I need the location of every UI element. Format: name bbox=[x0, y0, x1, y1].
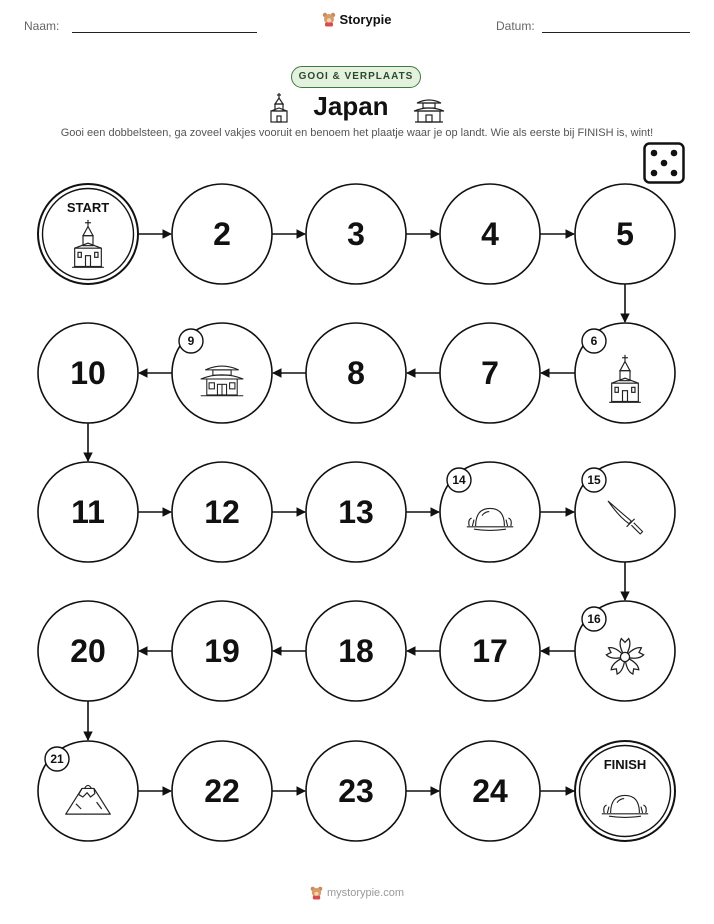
board-space-17 bbox=[440, 601, 540, 701]
space-number: 23 bbox=[338, 773, 374, 809]
space-number-badge: 16 bbox=[587, 612, 601, 626]
board-space-1 bbox=[38, 184, 138, 284]
board-space-23 bbox=[306, 741, 406, 841]
space-number: 22 bbox=[204, 773, 240, 809]
space-number-badge: 21 bbox=[50, 752, 64, 766]
game-type-badge: GOOI & VERPLAATS bbox=[291, 66, 421, 88]
finish-label: FINISH bbox=[603, 757, 647, 772]
board-space-8 bbox=[306, 323, 406, 423]
bear-icon bbox=[310, 886, 323, 900]
brand-name: Storypie bbox=[339, 12, 392, 27]
date-label: Datum: bbox=[496, 19, 535, 33]
space-number: 17 bbox=[472, 633, 508, 669]
board-space-12 bbox=[172, 462, 272, 562]
space-number: 19 bbox=[204, 633, 240, 669]
footer-url: mystorypie.com bbox=[326, 887, 405, 899]
space-number: 7 bbox=[481, 355, 499, 391]
space-number: 4 bbox=[481, 216, 499, 252]
title-text: Japan bbox=[313, 91, 389, 121]
space-number: 13 bbox=[338, 494, 374, 530]
space-number: 5 bbox=[616, 216, 634, 252]
space-number: 11 bbox=[71, 494, 105, 530]
space-number: 2 bbox=[213, 216, 231, 252]
board-space-3 bbox=[306, 184, 406, 284]
start-label: START bbox=[66, 200, 110, 215]
space-number: 20 bbox=[70, 633, 106, 669]
board-space-9 bbox=[172, 323, 272, 423]
space-number: 3 bbox=[347, 216, 365, 252]
board-space-24 bbox=[440, 741, 540, 841]
footer bbox=[0, 886, 714, 905]
board-space-22 bbox=[172, 741, 272, 841]
board-space-25 bbox=[575, 741, 675, 841]
space-number: 12 bbox=[204, 494, 240, 530]
board-spaces bbox=[38, 184, 675, 841]
board-space-19 bbox=[172, 601, 272, 701]
board-space-18 bbox=[306, 601, 406, 701]
board-space-7 bbox=[440, 323, 540, 423]
space-number-badge: 9 bbox=[187, 334, 195, 348]
space-number-badge: 14 bbox=[452, 473, 466, 487]
board-space-21 bbox=[38, 741, 138, 841]
board-space-16 bbox=[575, 601, 675, 701]
space-number: 24 bbox=[472, 773, 508, 809]
board-space-4 bbox=[440, 184, 540, 284]
name-label: Naam: bbox=[24, 19, 60, 33]
board-space-14 bbox=[440, 462, 540, 562]
board-space-6 bbox=[575, 323, 675, 423]
board-space-15 bbox=[575, 462, 675, 562]
board-space-10 bbox=[38, 323, 138, 423]
space-number-badge: 6 bbox=[590, 334, 598, 348]
board-space-5 bbox=[575, 184, 675, 284]
board-space-13 bbox=[306, 462, 406, 562]
board-space-20 bbox=[38, 601, 138, 701]
space-number: 8 bbox=[347, 355, 365, 391]
space-number: 18 bbox=[338, 633, 374, 669]
board-space-11 bbox=[38, 462, 138, 562]
instructions: Gooi een dobbelsteen, ga zoveel vakjes vooruit en benoem het plaatje waar je op landt. Wie als eerste bij FINISH is, wint! bbox=[60, 127, 654, 139]
space-number: 10 bbox=[70, 355, 106, 391]
board-space-2 bbox=[172, 184, 272, 284]
space-number-badge: 15 bbox=[587, 473, 601, 487]
